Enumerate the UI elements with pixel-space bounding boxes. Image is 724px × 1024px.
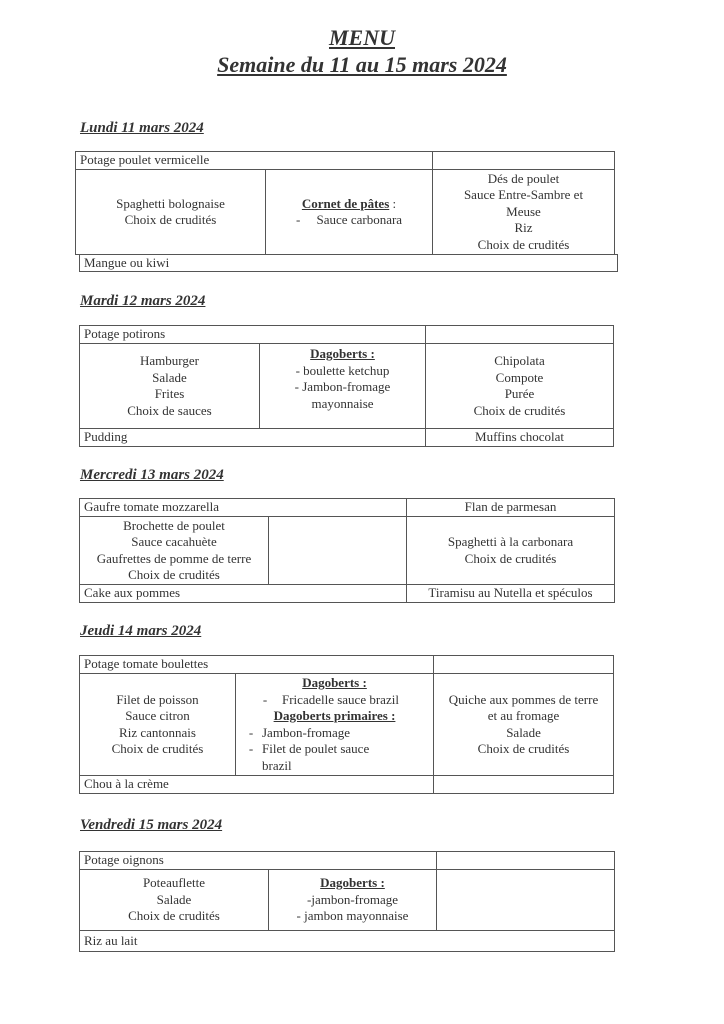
dessert-row	[79, 254, 618, 272]
dish-line: Gaufrettes de pomme de terre	[96, 550, 252, 566]
dessert-cell: Pudding	[80, 429, 426, 447]
starter-cell: Gaufre tomate mozzarella	[80, 499, 407, 517]
main-dish-3	[407, 517, 615, 585]
dish-line: Sauce citron	[125, 708, 190, 723]
dish-line: Choix de sauces	[127, 402, 212, 418]
dish-line: Choix de crudités	[128, 567, 220, 582]
dish-line: Dés de poulet	[487, 170, 560, 186]
dish-line: Choix de crudités	[477, 236, 570, 252]
main-dish-1	[80, 517, 269, 585]
dish-line: - jambon mayonnaise	[296, 908, 409, 924]
dish-heading: Dagoberts :	[310, 346, 375, 361]
dish-line: Salade	[152, 369, 187, 385]
dish-line: Jambon-fromage	[262, 724, 351, 740]
dish-line: Sauce Entre-Sambre et	[463, 187, 584, 203]
dish-line: Sauce carbonara	[316, 212, 403, 227]
dessert-alt-cell: Muffins chocolat	[426, 429, 614, 447]
dash-bullet: -	[248, 724, 254, 740]
main-dish-1	[80, 344, 260, 429]
dish-line: Riz	[514, 220, 533, 236]
dish-line: Filet de poisson	[116, 691, 199, 707]
dish-line: Choix de crudités	[124, 212, 217, 227]
main-dish-1	[80, 870, 269, 931]
dish-line: Spaghetti à la carbonara	[447, 534, 574, 549]
starter-cell: Potage poulet vermicelle	[76, 152, 433, 170]
dish-line: Poteauflette	[142, 875, 206, 891]
starter-alt-cell	[434, 656, 614, 674]
dessert-alt-cell	[434, 776, 614, 794]
dish-line: Choix de crudités	[473, 402, 566, 418]
main-dish-3	[434, 674, 614, 776]
dish-line: Frites	[154, 386, 185, 401]
day-title-mardi: Mardi 12 mars 2024	[80, 293, 206, 309]
starter-cell: Potage potirons	[80, 326, 426, 344]
main-dish-1	[76, 170, 266, 255]
dash-bullet: -	[295, 212, 317, 227]
dash-bullet: -	[262, 691, 268, 707]
starter-cell: Potage tomate boulettes	[80, 656, 434, 674]
menu-table-mercredi	[79, 498, 615, 603]
dish-line: Riz cantonnais	[119, 724, 196, 740]
dessert-cell: Mangue ou kiwi	[84, 255, 170, 270]
main-dish-2	[236, 674, 434, 776]
dessert-cell: Riz au lait	[80, 931, 615, 952]
dish-line: Hamburger	[140, 353, 199, 368]
main-dish-3	[433, 170, 615, 255]
dessert-cell: Cake aux pommes	[80, 585, 407, 603]
dish-line: Quiche aux pommes de terre	[448, 691, 599, 707]
week-subtitle: Semaine du 11 au 15 mars 2024	[217, 52, 507, 77]
menu-table-jeudi	[79, 655, 614, 794]
dish-line: - Jambon-fromage	[294, 379, 391, 394]
main-dish-2	[260, 344, 426, 429]
main-dish-2	[269, 517, 407, 585]
main-dish-2	[266, 170, 433, 255]
dish-line: Salade	[156, 891, 192, 907]
main-dish-3	[426, 344, 614, 429]
menu-table-mardi	[79, 325, 614, 447]
menu-table-lundi	[75, 151, 615, 255]
day-title-jeudi: Jeudi 14 mars 2024	[80, 623, 202, 639]
starter-alt-cell	[433, 152, 615, 170]
dish-line: - boulette ketchup	[295, 362, 390, 378]
main-dish-2	[269, 870, 437, 931]
main-dish-1	[80, 674, 236, 776]
dish-line: et au fromage	[487, 708, 560, 723]
dish-line: Brochette de poulet	[123, 517, 225, 533]
day-title-mercredi: Mercredi 13 mars 2024	[80, 467, 224, 483]
dish-heading: Dagoberts :	[302, 675, 367, 690]
dish-line: Choix de crudités	[477, 741, 570, 756]
dish-line: mayonnaise	[311, 395, 374, 411]
menu-title: MENU	[328, 25, 395, 50]
starter-cell: Potage oignons	[80, 852, 437, 870]
dish-line: Meuse	[506, 203, 541, 219]
dish-line: Salade	[506, 724, 541, 740]
day-title-lundi: Lundi 11 mars 2024	[80, 120, 204, 136]
dish-line: Choix de crudités	[111, 741, 204, 756]
dish-heading: Dagoberts :	[320, 875, 385, 891]
day-title-vendredi: Vendredi 15 mars 2024	[80, 817, 223, 833]
dish-heading-suffix: :	[389, 195, 397, 211]
dish-line: Purée	[504, 386, 535, 401]
menu-table-vendredi	[79, 851, 615, 952]
dish-line: Choix de crudités	[128, 908, 220, 924]
starter-alt-cell: Flan de parmesan	[407, 499, 615, 517]
dish-heading: Dagoberts primaires :	[273, 708, 396, 723]
dessert-cell: Chou à la crème	[80, 776, 434, 794]
dish-line: Chipolata	[494, 353, 545, 368]
dish-line: Compote	[495, 369, 544, 385]
dish-line: Sauce cacahuète	[131, 534, 217, 549]
dish-line: -jambon-fromage	[307, 891, 398, 907]
dish-line: Filet de poulet sauce brazil	[262, 741, 370, 773]
dish-line: Fricadelle sauce brazil	[282, 691, 399, 707]
starter-alt-cell	[426, 326, 614, 344]
dish-line: Spaghetti bolognaise	[116, 195, 225, 211]
dish-line: Choix de crudités	[464, 550, 557, 566]
main-dish-3	[437, 870, 615, 931]
dish-heading: Cornet de pâtes	[301, 195, 390, 211]
dash-bullet: -	[248, 741, 254, 756]
starter-alt-cell	[437, 852, 615, 870]
dessert-alt-cell: Tiramisu au Nutella et spéculos	[407, 585, 615, 603]
